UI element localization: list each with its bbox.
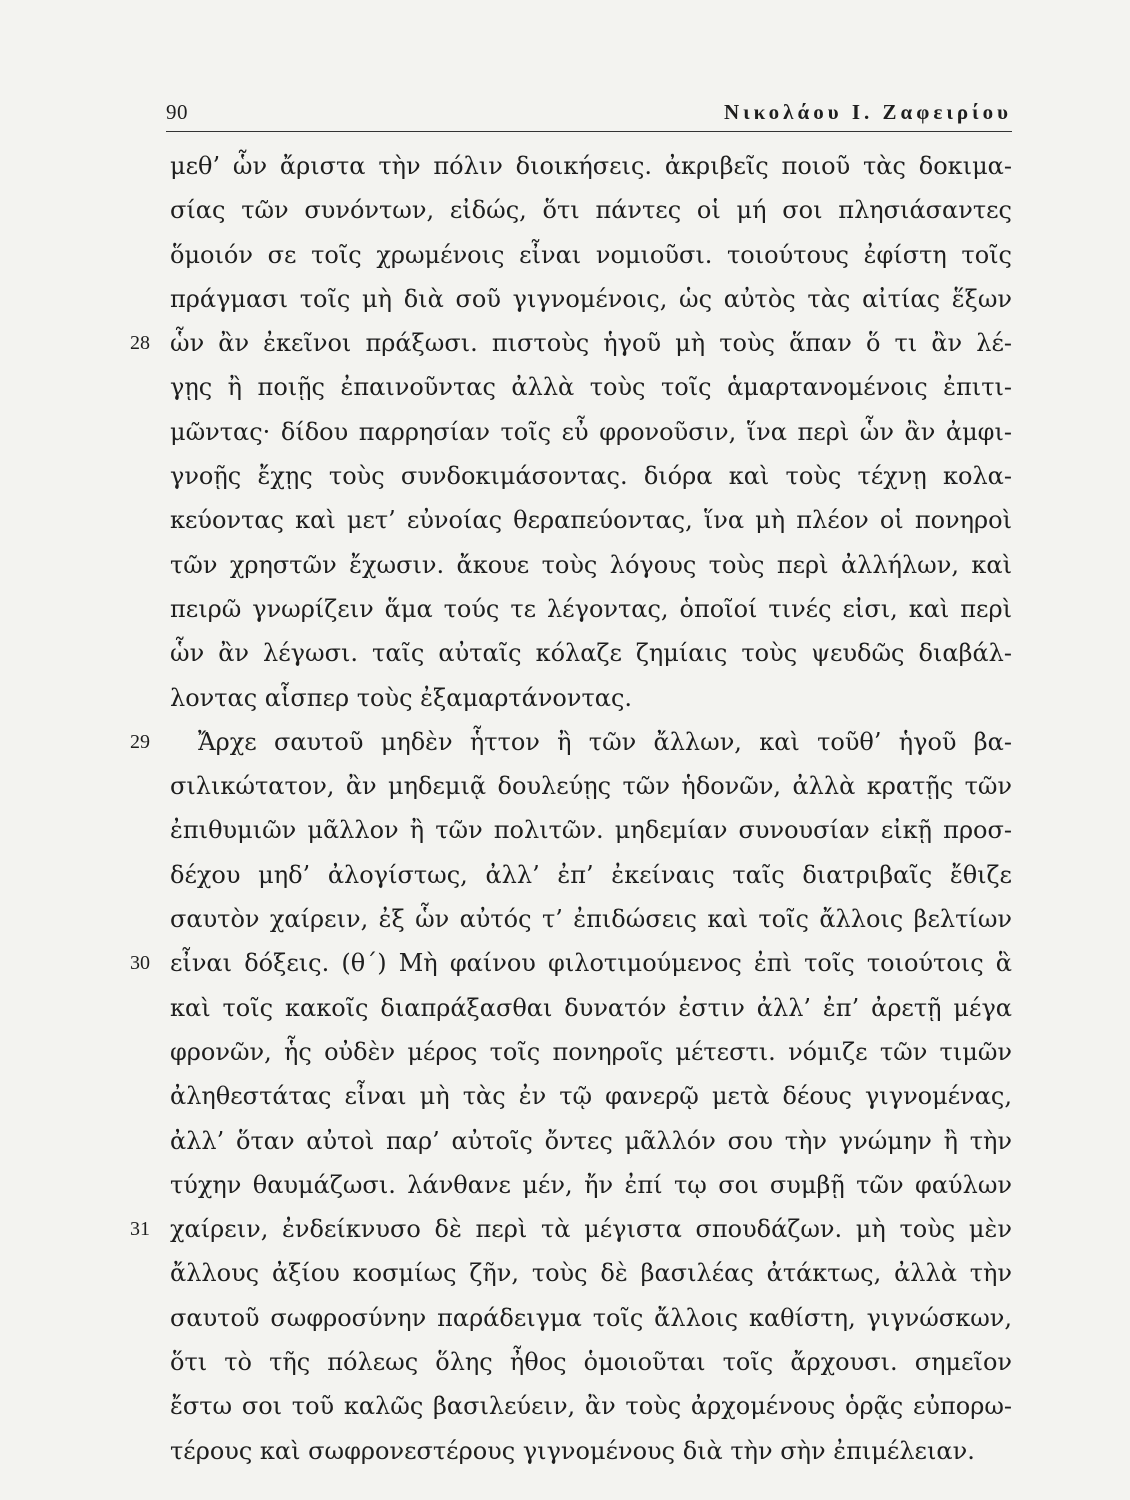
line-text: σίας τῶν συνόντων, εἰδώς, ὅτι πάντες οἱ μή σοι πλησιάσαντες — [170, 196, 1012, 225]
text-line — [130, 941, 1012, 985]
line-text: ὧν ἂν ἐκεῖνοι πράξωσι. πιστοὺς ἡγοῦ μὴ τοὺς ἅπαν ὅ τι ἂν λέ- — [170, 329, 1012, 358]
line-text: σιλικώτατον, ἂν μηδεμιᾷ δουλεύῃς τῶν ἡδονῶν, ἀλλὰ κρατῇς τῶν — [170, 772, 1012, 801]
line-text: δέχου μηδ’ ἀλογίστως, ἀλλ’ ἐπ’ ἐκείναις ταῖς διατριβαῖς ἔθιζε — [170, 860, 1012, 889]
text-line — [170, 188, 1012, 232]
text-line — [170, 1384, 1012, 1428]
text-line — [170, 365, 1012, 409]
text-line — [170, 631, 1012, 675]
text-line — [170, 1251, 1012, 1295]
line-text: ὧν ἂν λέγωσι. ταῖς αὐταῖς κόλαζε ζημίαις τοὺς ψευδῶς διαβάλ- — [170, 639, 1012, 668]
text-line — [170, 764, 1012, 808]
text-line — [170, 1030, 1012, 1074]
line-text: Ἄρχε σαυτοῦ μηδὲν ἧττον ἢ τῶν ἄλλων, καὶ τοῦθ’ ἡγοῦ βα- — [198, 727, 1012, 756]
text-line — [170, 808, 1012, 852]
section-number: 30 — [130, 952, 150, 975]
line-text: ἐπιθυμιῶν μᾶλλον ἢ τῶν πολιτῶν. μηδεμίαν συνουσίαν εἰκῇ προσ- — [170, 816, 1012, 845]
text-line — [170, 1074, 1012, 1118]
text-line — [170, 233, 1012, 277]
text-line — [130, 321, 1012, 365]
line-text: ἔστω σοι τοῦ καλῶς βασιλεύειν, ἂν τοὺς ἀρχομένους ὁρᾷς εὐπορω- — [170, 1392, 1012, 1421]
line-text: λοντας αἷσπερ τοὺς ἐξαμαρτάνοντας. — [170, 683, 633, 712]
line-text: σαυτὸν χαίρειν, ἐξ ὧν αὐτός τ’ ἐπιδώσεις καὶ τοῖς ἄλλοις βελτίων — [170, 905, 1012, 934]
header-rule — [166, 131, 1012, 132]
text-line — [170, 498, 1012, 542]
section-number: 28 — [130, 332, 150, 355]
section-number: 29 — [130, 730, 150, 753]
line-text: πράγμασι τοῖς μὴ διὰ σοῦ γιγνομένοις, ὡς αὐτὸς τὰς αἰτίας ἕξων — [170, 284, 1012, 313]
line-text: εἶναι δόξεις. (θ΄) Μὴ φαίνου φιλοτιμούμενος ἐπὶ τοῖς τοιούτοις ἃ — [170, 949, 1012, 978]
text-line — [170, 144, 1012, 188]
text-line — [170, 1119, 1012, 1163]
text-line — [170, 1340, 1012, 1384]
line-text: χαίρειν, ἐνδείκνυσο δὲ περὶ τὰ μέγιστα σπουδάζων. μὴ τοὺς μὲν — [170, 1215, 1012, 1244]
text-line — [170, 543, 1012, 587]
line-text: ἄλλους ἀξίου κοσμίως ζῆν, τοὺς δὲ βασιλέας ἀτάκτως, ἀλλὰ τὴν — [170, 1259, 1012, 1288]
text-line — [170, 676, 1012, 720]
text-line — [130, 1207, 1012, 1251]
text-line — [170, 410, 1012, 454]
line-text: ἀληθεστάτας εἶναι μὴ τὰς ἐν τῷ φανερῷ μετὰ δέους γιγνομένας, — [170, 1082, 1012, 1111]
line-text: μεθ’ ὧν ἄριστα τὴν πόλιν διοικήσεις. ἀκριβεῖς ποιοῦ τὰς δοκιμα- — [170, 152, 1012, 180]
line-text: πειρῶ γνωρίζειν ἅμα τούς τε λέγοντας, ὁποῖοί τινές εἰσι, καὶ περὶ — [170, 594, 1012, 623]
line-text: γνοῇς ἔχῃς τοὺς συνδοκιμάσοντας. διόρα καὶ τοὺς τέχνῃ κολα- — [170, 462, 1012, 491]
line-text: τύχην θαυμάζωσι. λάνθανε μέν, ἤν ἐπί τῳ σοι συμβῇ τῶν φαύλων — [170, 1170, 1012, 1199]
text-line — [170, 986, 1012, 1030]
line-text: γῃς ἢ ποιῇς ἐπαινοῦντας ἀλλὰ τοὺς τοῖς ἁμαρτανομένοις ἐπιτι- — [170, 373, 1012, 402]
line-text: κεύοντας καὶ μετ’ εὐνοίας θεραπεύοντας, ἵνα μὴ πλέον οἱ πονηροὶ — [170, 506, 1012, 535]
text-line — [170, 454, 1012, 498]
line-text: ὅτι τὸ τῆς πόλεως ὅλης ἦθος ὁμοιοῦται τοῖς ἄρχουσι. σημεῖον — [170, 1348, 1012, 1377]
text-line — [170, 587, 1012, 631]
line-text: μῶντας· δίδου παρρησίαν τοῖς εὖ φρονοῦσιν, ἵνα περὶ ὧν ἂν ἀμφι- — [170, 417, 1012, 446]
line-text: τέρους καὶ σωφρονεστέρους γιγνομένους διὰ τὴν σὴν ἐπιμέλειαν. — [170, 1436, 975, 1465]
text-line — [170, 277, 1012, 321]
line-text: ἀλλ’ ὅταν αὐτοὶ παρ’ αὐτοῖς ὄντες μᾶλλόν σου τὴν γνώμην ἢ τὴν — [170, 1126, 1012, 1155]
line-text: ὅμοιόν σε τοῖς χρωμένοις εἶναι νομιοῦσι. τοιούτους ἐφίστη τοῖς — [170, 240, 1012, 269]
line-text: τῶν χρηστῶν ἔχωσιν. ἄκουε τοὺς λόγους τοὺς περὶ ἀλλήλων, καὶ — [170, 550, 1012, 579]
text-line — [170, 853, 1012, 897]
page-number: 90 — [166, 100, 188, 124]
running-head: Νικολάου Ι. Ζαφειρίου — [723, 100, 1012, 124]
section-number: 31 — [130, 1218, 150, 1241]
text-line — [170, 897, 1012, 941]
line-text: καὶ τοῖς κακοῖς διαπράξασθαι δυνατόν ἐστιν ἀλλ’ ἐπ’ ἀρετῇ μέγα — [170, 993, 1012, 1022]
line-text: φρονῶν, ἧς οὐδὲν μέρος τοῖς πονηροῖς μέτεστι. νόμιζε τῶν τιμῶν — [170, 1037, 1012, 1066]
text-line — [130, 720, 1012, 764]
line-text: σαυτοῦ σωφροσύνην παράδειγμα τοῖς ἄλλοις καθίστη, γιγνώσκων, — [170, 1303, 1012, 1332]
text-line — [170, 1429, 1012, 1473]
text-line — [170, 1296, 1012, 1340]
text-line — [170, 1163, 1012, 1207]
body-text — [130, 144, 1012, 1473]
